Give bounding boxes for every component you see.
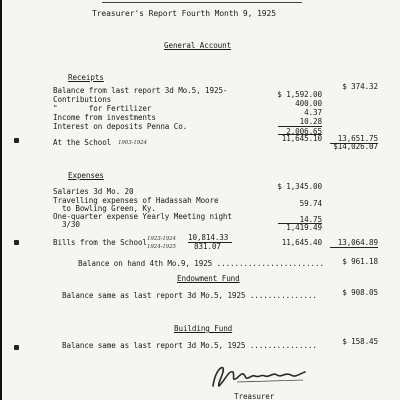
bills-rule: [188, 242, 232, 243]
yearly-meeting-label-1: One-quarter expense Yearly Meeting night: [53, 212, 232, 221]
building-label: Balance same as last report 3d Mo.5, 1925 ...............: [62, 341, 317, 350]
receipts-balance-label: Balance from last report 3d Mo.5, 1925-: [53, 86, 228, 95]
balance-on-hand-amount: $ 961.18: [342, 257, 378, 266]
income-label: Income from investments: [53, 113, 156, 122]
school-rule: [278, 134, 322, 135]
receipts-total: 13,651.75: [337, 134, 378, 143]
building-amount: $ 158.45: [342, 337, 378, 346]
receipts-heading: Receipts: [68, 73, 104, 82]
expenses-total-rule: [330, 247, 378, 248]
receipts-balance-amount: $ 374.32: [342, 82, 378, 91]
school-amount: 11,645.10: [281, 134, 322, 143]
contributions-amount-2: 400.00: [295, 99, 322, 108]
school-label: At the School: [53, 138, 112, 147]
bills-amount-2: 831.07: [194, 242, 221, 251]
receipts-subtotal: 2,006.65: [286, 127, 322, 136]
margin-mark: [14, 138, 19, 143]
endowment-amount: $ 908.05: [342, 288, 378, 297]
fertilizer-amount: 4.37: [304, 108, 322, 117]
contributions-label: Contributions: [53, 95, 112, 104]
general-account-heading: General Account: [164, 41, 232, 50]
top-edge-line: [102, 0, 302, 3]
report-title: Treasurer's Report Fourth Month 9, 1925: [92, 9, 276, 18]
treasurer-signature: [207, 360, 317, 392]
yearly-meeting-amount: 14.75: [299, 215, 322, 224]
yearly-meeting-label-2: 3/30: [53, 220, 80, 229]
school-note: 1903-1924: [118, 140, 147, 146]
endowment-label: Balance same as last report 3d Mo.5, 1925 ...............: [62, 291, 317, 300]
salaries-amount: $ 1,345.00: [277, 182, 322, 191]
bills-note-1: 1923-1924: [147, 236, 176, 242]
travel-label-2: to Bowling Green, Ky.: [53, 204, 156, 213]
treasurer-title: Treasurer: [234, 392, 275, 401]
bills-amount-1: 10,814.33: [188, 233, 229, 242]
travel-amount: 59.74: [299, 199, 322, 208]
margin-mark: [14, 345, 19, 350]
bills-note-2: 1924-1925: [147, 244, 176, 250]
bills-total: 11,645.40: [281, 238, 322, 247]
bills-label: Bills from the School: [53, 238, 147, 247]
receipts-grand-total: $14,026.07: [333, 142, 378, 151]
margin-mark: [14, 240, 19, 245]
interest-label: Interest on deposits Penna Co.: [53, 122, 188, 131]
fertilizer-label: " for Fertilizer: [53, 104, 152, 113]
expenses-total: 13,064.89: [337, 238, 378, 247]
endowment-heading: Endowment Fund: [177, 274, 240, 283]
building-heading: Building Fund: [174, 324, 233, 333]
expense-subtotal: 1,419.49: [286, 223, 322, 232]
salaries-label: Salaries 3d Mo. 20: [53, 187, 134, 196]
balance-on-hand-label: Balance on hand 4th Mo.9, 1925 ........................: [78, 259, 324, 268]
expenses-heading: Expenses: [68, 171, 104, 180]
income-amount: 10.28: [299, 117, 322, 126]
contributions-amount: $ 1,592.00: [277, 90, 322, 99]
travel-label-1: Travelling expenses of Hadassah Moore: [53, 196, 219, 205]
